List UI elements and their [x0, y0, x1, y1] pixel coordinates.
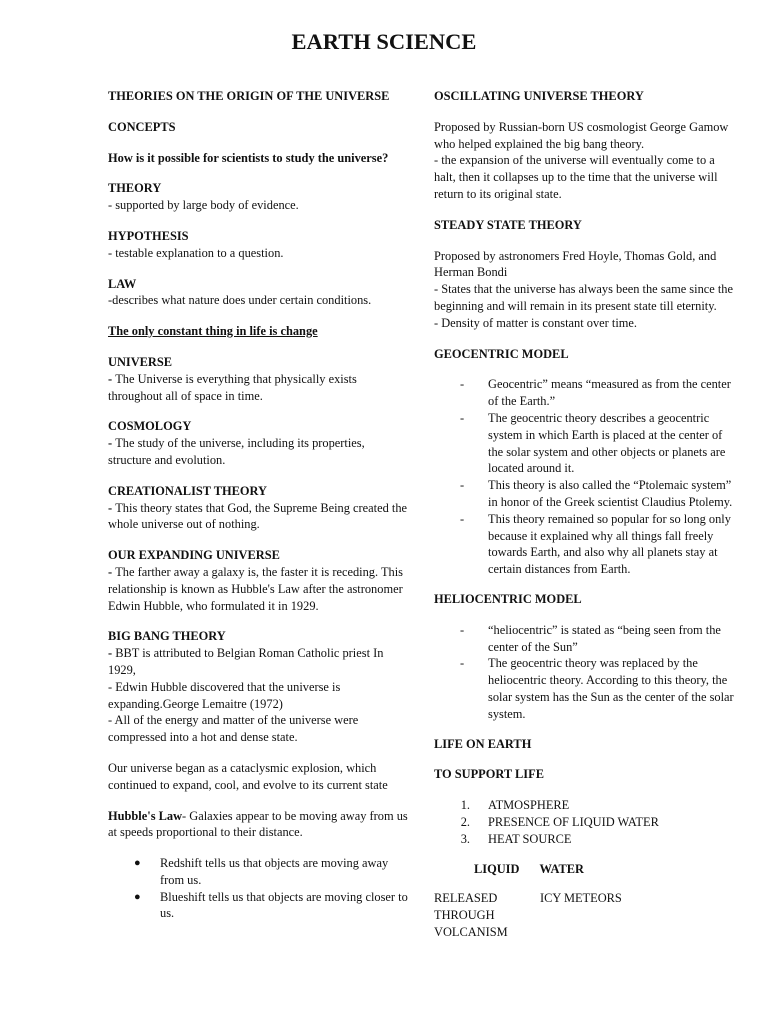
dash-marker: -	[460, 622, 465, 637]
concepts-heading: CONCEPTS	[108, 119, 176, 134]
universe-text	[108, 371, 408, 405]
list-item	[434, 511, 734, 578]
oscillating-section	[434, 119, 734, 203]
geocentric-item-4: This theory remained so popular for so long only because it explained why all things fall freely towards Earth, and also why all planets stay at certain distances from Earth.	[488, 511, 731, 577]
question-heading: How is it possible for scientists to study the universe?	[108, 150, 389, 165]
steady-text: Proposed by astronomers Fred Hoyle, Thomas Gold, and Herman Bondi	[434, 248, 717, 280]
hubble-law-label: Hubble's Law	[108, 808, 183, 823]
hypothesis-heading: HYPOTHESIS	[108, 228, 189, 243]
bigbang-section	[108, 628, 408, 746]
oscillating-text: Proposed by Russian-born US cosmologist George Gamow who helped explained the big bang theory.	[434, 119, 729, 151]
creationalist-text	[108, 500, 408, 534]
support-item-text: ATMOSPHERE	[488, 798, 570, 813]
steady-text3: - Density of matter is constant over time.	[434, 315, 638, 330]
right-column	[434, 88, 734, 941]
bullet-icon: ●	[134, 890, 141, 903]
bigbang-line1	[108, 645, 408, 679]
document-title: EARTH SCIENCE	[291, 29, 477, 54]
bigbang-line3: - All of the energy and matter of the universe were compressed into a hot and dense state.	[108, 713, 359, 745]
redshift-text: Redshift tells us that objects are moving away from us.	[160, 856, 389, 887]
released-volcanism: RELEASED THROUGH VOLCANISM	[434, 891, 508, 939]
list-item	[434, 797, 734, 814]
dash-marker: -	[460, 656, 465, 671]
theory-section	[108, 180, 408, 214]
blueshift-text: Blueshift tells us that objects are moving closer to us.	[160, 889, 408, 921]
heliocentric-heading: HELIOCENTRIC MODEL	[434, 591, 582, 606]
list-item	[434, 814, 734, 831]
cataclysm-text: Our universe began as a cataclysmic explosion, which continued to expand, cool, and evolve to its current state	[108, 760, 388, 792]
liquid-water-heading	[434, 861, 734, 878]
support-item-text: HEAT SOURCE	[488, 831, 572, 846]
steady-section	[434, 248, 734, 332]
cosmology-text	[108, 435, 408, 469]
dash-marker: -	[460, 377, 465, 392]
bigbang-dash: -	[108, 646, 116, 661]
list-item	[434, 376, 734, 410]
shift-list	[108, 855, 408, 922]
expanding-body: The farther away a galaxy is, the faster it is receding. This relationship is known as Hubble's Law after the astronomer Edwin Hubble, who formulated it in 1929.	[108, 564, 403, 613]
creationalist-dash: -	[108, 500, 116, 515]
support-item-text: PRESENCE OF LIQUID WATER	[488, 814, 659, 829]
hubble-law-body: - Galaxies appear to be moving away from us at speeds proportional to their distance.	[108, 808, 408, 840]
list-item	[108, 855, 408, 889]
cosmology-dash: -	[108, 436, 116, 451]
support-list	[434, 797, 734, 847]
icy-meteors: ICY METEORS	[540, 891, 622, 906]
geocentric-item-2: The geocentric theory describes a geocentric system in which Earth is placed at the center of the solar system and other objects or planets are located around it.	[488, 410, 726, 476]
bullet-icon: ●	[134, 857, 141, 870]
universe-section	[108, 354, 408, 404]
law-heading: LAW	[108, 276, 137, 291]
expanding-section	[108, 547, 408, 614]
liquid-word: LIQUID	[474, 862, 520, 877]
bigbang-line2: - Edwin Hubble discovered that the universe is expanding.George Lemaitre (1972)	[108, 679, 341, 711]
universe-body: The Universe is everything that physically exists throughout all of space in time.	[108, 371, 357, 403]
geocentric-item-1: Geocentric” means “measured as from the center of the Earth.”	[488, 377, 731, 409]
law-text: -describes what nature does under certain conditions.	[108, 293, 372, 308]
creationalist-section	[108, 483, 408, 533]
water-sources	[434, 890, 734, 940]
law-section	[108, 276, 408, 310]
creationalist-body: This theory states that God, the Supreme Being created the whole universe out of nothing.	[108, 500, 408, 532]
geocentric-list	[434, 376, 734, 578]
hypothesis-section	[108, 228, 408, 262]
item-number: 2.	[460, 814, 470, 829]
steady-text2: - States that the universe has always been the same since the beginning and will remain in its present state till eternity.	[434, 282, 733, 313]
dash-marker: -	[460, 478, 465, 493]
hubble-law-text	[108, 808, 408, 842]
theory-heading: THEORY	[108, 181, 162, 196]
life-heading: LIFE ON EARTH	[434, 736, 532, 751]
geocentric-heading: GEOCENTRIC MODEL	[434, 346, 569, 361]
list-item	[108, 889, 408, 923]
list-item	[434, 655, 734, 722]
list-item	[434, 477, 734, 511]
theories-heading: THEORIES ON THE ORIGIN OF THE UNIVERSE	[108, 89, 390, 103]
geocentric-item-3: This theory is also called the “Ptolemaic system” in honor of the Greek scientist Claudius Ptolemy.	[488, 478, 733, 509]
dash-marker: -	[460, 511, 465, 526]
water-word: WATER	[539, 862, 584, 877]
list-item	[434, 622, 734, 656]
dash-marker: -	[460, 410, 465, 425]
universe-heading: UNIVERSE	[108, 354, 173, 369]
item-number: 1.	[460, 798, 470, 813]
item-number: 3.	[460, 831, 470, 846]
heliocentric-item-1: “heliocentric” is stated as “being seen from the center of the Sun”	[488, 622, 721, 654]
creationalist-heading: CREATIONALIST THEORY	[108, 483, 267, 498]
theory-text: - supported by large body of evidence.	[108, 198, 299, 213]
list-item	[434, 410, 734, 477]
bigbang-line1-body: BBT is attributed to Belgian Roman Catholic priest In 1929,	[108, 646, 384, 677]
oscillating-text2: - the expansion of the universe will eventually come to a halt, then it collapses up to the time that the universe will return to its original state.	[434, 153, 718, 201]
bigbang-heading: BIG BANG THEORY	[108, 629, 226, 644]
expanding-dash: -	[108, 564, 116, 579]
constant-change-heading: The only constant thing in life is change	[108, 324, 318, 339]
cosmology-heading: COSMOLOGY	[108, 419, 192, 434]
heliocentric-item-2: The geocentric theory was replaced by the heliocentric theory. According to this theory, the solar system has the Sun as the center of the solar system.	[488, 656, 734, 721]
universe-dash: -	[108, 371, 116, 386]
steady-heading: STEADY STATE THEORY	[434, 217, 582, 232]
support-heading: TO SUPPORT LIFE	[434, 767, 544, 782]
hypothesis-text: - testable explanation to a question.	[108, 245, 284, 260]
expanding-heading: OUR EXPANDING UNIVERSE	[108, 548, 280, 563]
cosmology-body: The study of the universe, including its properties, structure and evolution.	[108, 436, 365, 467]
cosmology-section	[108, 418, 408, 468]
oscillating-heading: OSCILLATING UNIVERSE THEORY	[434, 89, 644, 103]
list-item	[434, 831, 734, 848]
left-column	[108, 88, 408, 935]
heliocentric-list	[434, 622, 734, 723]
expanding-text	[108, 564, 408, 614]
